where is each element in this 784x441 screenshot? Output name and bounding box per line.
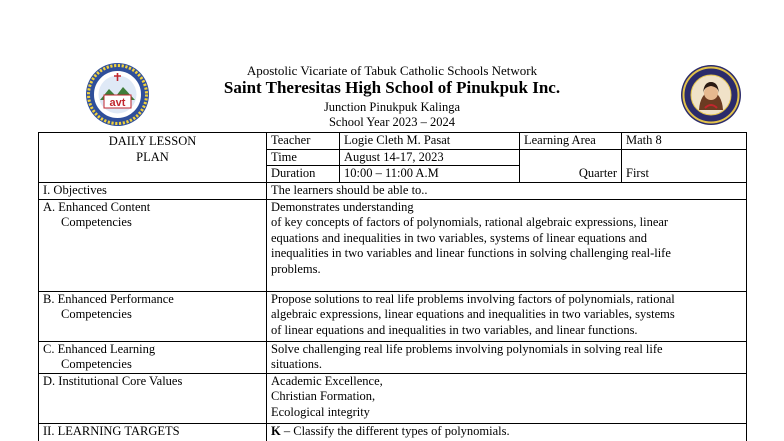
performance-text-line-1: Propose solutions to real life problems involving factors of polynomials, rational (271, 291, 675, 306)
content-label-line-2: Competencies (61, 215, 132, 229)
st-theresitas-seal-logo (680, 64, 742, 126)
avt-logo-text: avt (109, 97, 126, 109)
learning-competencies-label (39, 341, 267, 373)
quarter-label: Quarter (520, 149, 622, 182)
title-line-1: DAILY LESSON (108, 134, 197, 148)
school-name: Saint Theresitas High School of Pinukpuk Inc. (223, 78, 561, 97)
performance-competencies-label (39, 291, 267, 341)
learning-target-k (267, 423, 747, 441)
title-line-2: PLAN (136, 150, 169, 164)
content-text-line-3: equations and inequalities in two variables, systems of linear equations and (271, 230, 647, 245)
target-k-key: K (271, 423, 281, 438)
school-address: Junction Pinukpuk Kalinga (323, 100, 461, 114)
content-text-line-2: of key concepts of factors of polynomials, rational algebraic expressions, linear (271, 215, 669, 229)
lesson-plan-table (38, 132, 747, 441)
objectives-label: I. Objectives (39, 182, 267, 199)
core-values-list (267, 373, 747, 423)
content-text-line-1: Demonstrates understanding (271, 199, 414, 214)
core-value-1: Academic Excellence, (271, 373, 383, 388)
learning-area-label: Learning Area (520, 133, 622, 150)
teacher-label: Teacher (267, 133, 340, 150)
content-text-line-4: inequalities in two variables and linear functions in solving challenging real-life (271, 246, 671, 260)
performance-label-line-2: Competencies (61, 307, 132, 321)
performance-text-line-3: of linear equations and inequalities in two variables, and linear functions. (271, 322, 638, 337)
learning-text-line-1: Solve challenging real life problems involving polynomials in solving real life (271, 341, 663, 356)
performance-text-line-2: algebraic expressions, linear equations and inequalities in two variables, systems (271, 307, 675, 321)
content-competencies-text (267, 199, 747, 291)
learning-label-line-1: C. Enhanced Learning (43, 341, 156, 356)
content-label-line-1: A. Enhanced Content (43, 199, 151, 214)
content-text-line-5: problems. (271, 261, 321, 276)
learning-label-line-2: Competencies (61, 357, 132, 371)
learning-text-line-2: situations. (271, 357, 323, 371)
lesson-plan-title (39, 133, 267, 183)
performance-competencies-text (267, 291, 747, 341)
target-k-text: – Classify the different types of polynomials. (280, 423, 510, 438)
core-value-2: Christian Formation, (271, 389, 376, 403)
quarter-value: First (622, 149, 747, 182)
teacher-value: Logie Cleth M. Pasat (340, 133, 520, 150)
learning-area-value: Math 8 (622, 133, 747, 150)
time-label: Time (267, 149, 340, 166)
core-value-3: Ecological integrity (271, 404, 370, 419)
performance-label-line-1: B. Enhanced Performance (43, 291, 174, 306)
learning-targets-label: II. LEARNING TARGETS (39, 423, 267, 441)
learning-competencies-text (267, 341, 747, 373)
core-values-label: D. Institutional Core Values (39, 373, 267, 423)
objectives-intro: The learners should be able to.. (267, 182, 747, 199)
duration-value: 10:00 – 11:00 A.M (340, 166, 520, 183)
duration-label: Duration (267, 166, 340, 183)
school-year: School Year 2023 – 2024 (328, 115, 456, 129)
avt-seal-logo (85, 62, 150, 127)
time-value: August 14-17, 2023 (340, 149, 520, 166)
network-name: Apostolic Vicariate of Tabuk Catholic Schools Network (246, 63, 538, 78)
content-competencies-label (39, 199, 267, 291)
